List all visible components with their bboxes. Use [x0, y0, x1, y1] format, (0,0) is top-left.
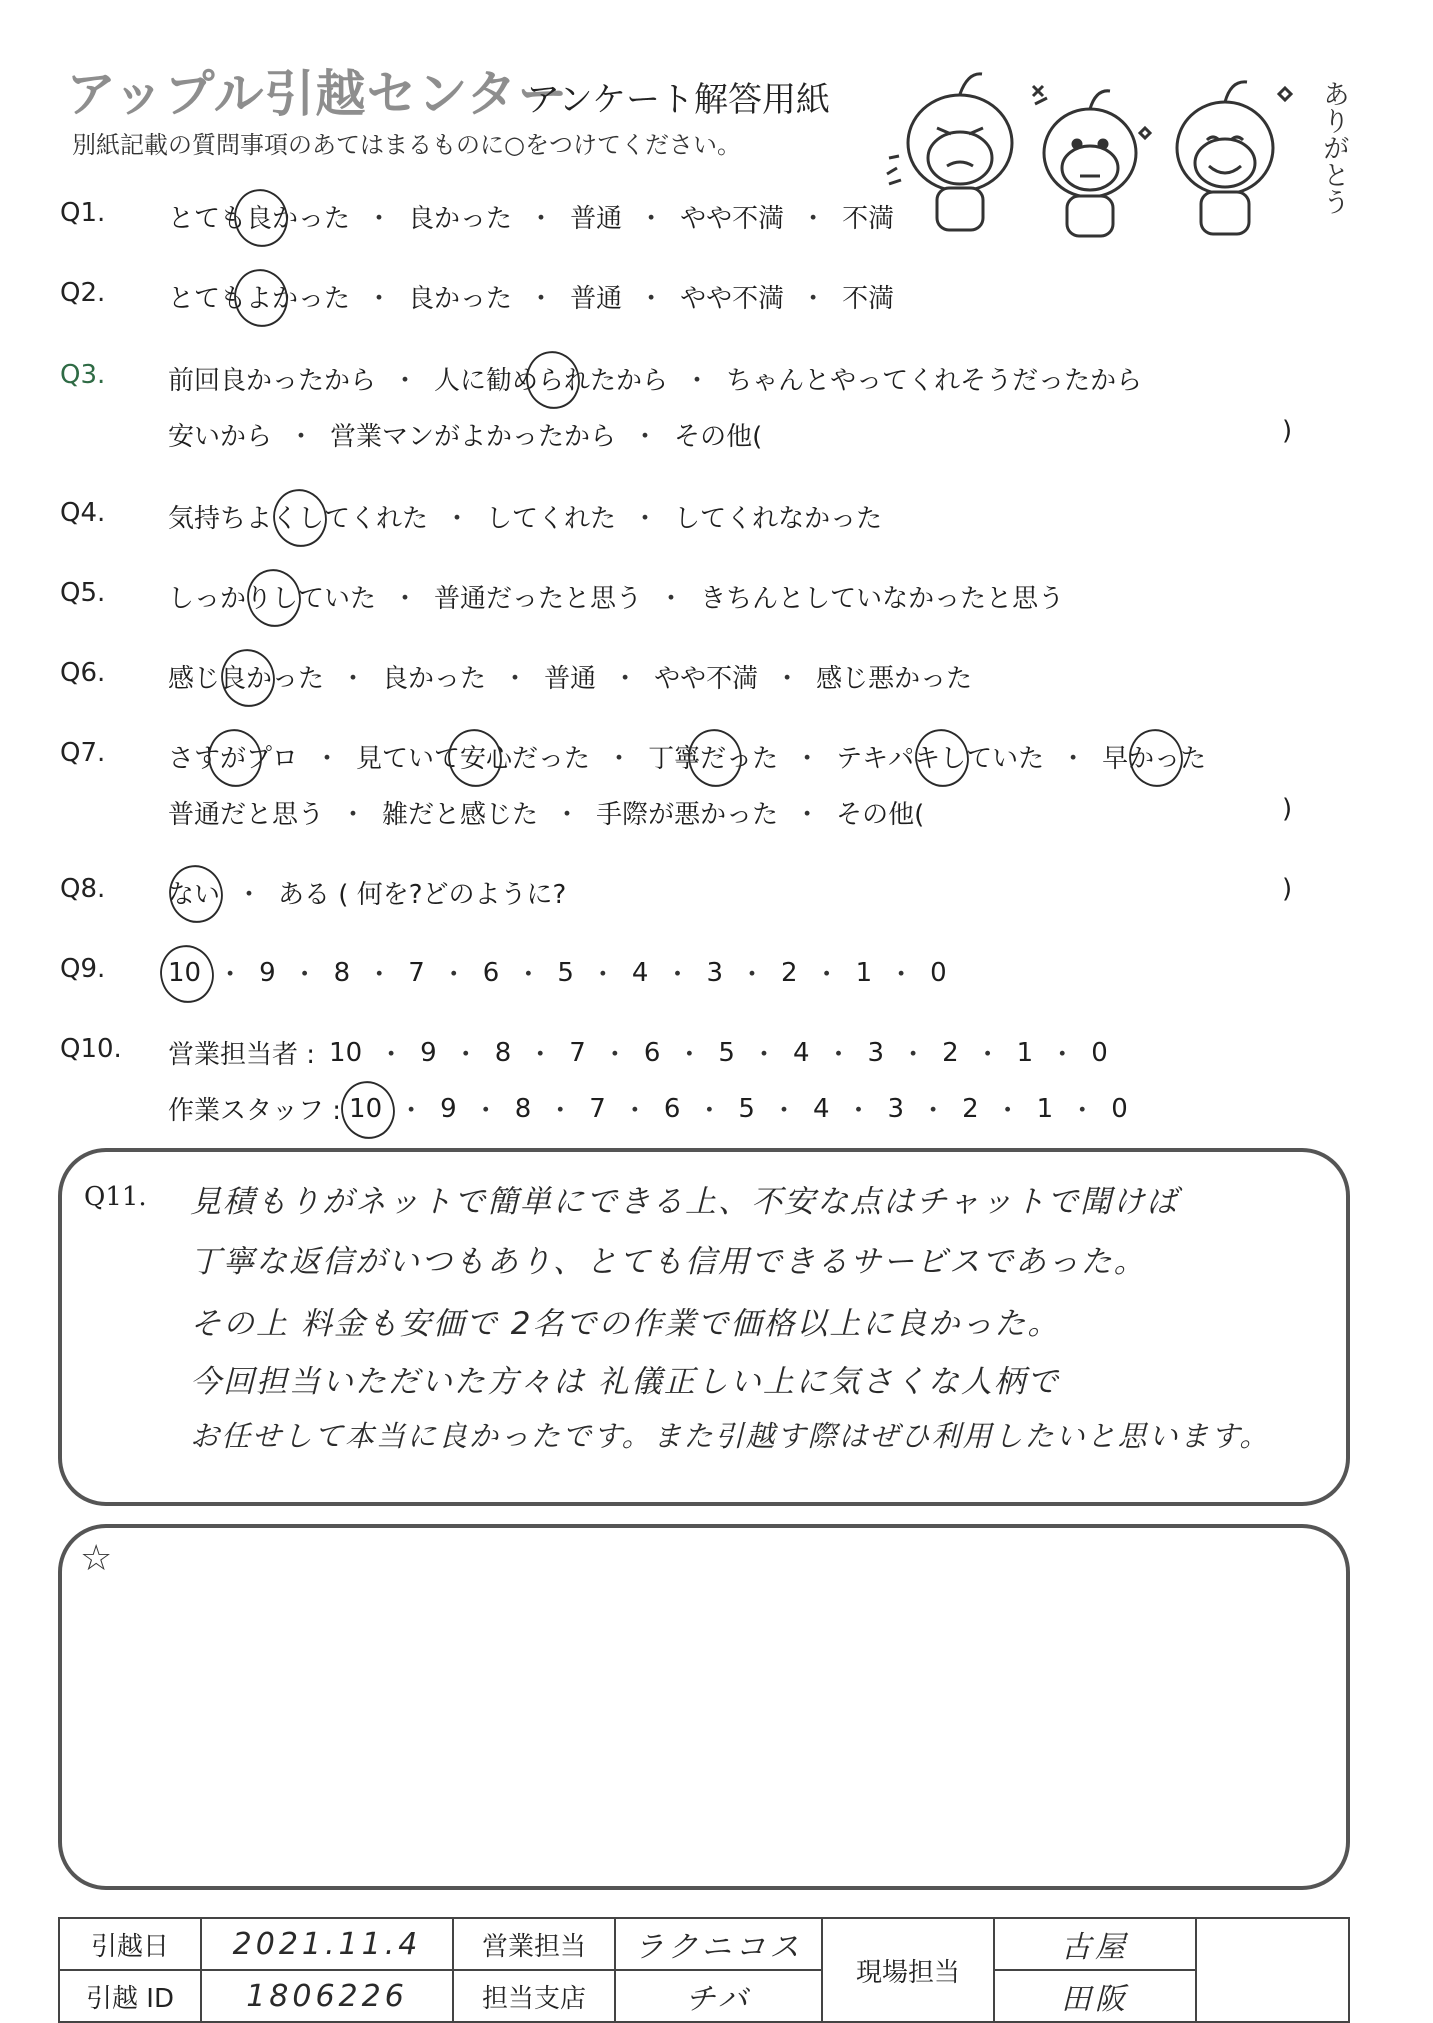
question-q5 [0, 578, 1433, 628]
score-6[interactable]: 6 [663, 1093, 681, 1124]
sales-staff-value: ラクニコス [615, 1918, 822, 1970]
score-10[interactable]: 10 [329, 1037, 363, 1068]
question-q4 [0, 498, 1433, 548]
star-icon: ☆ [80, 1538, 113, 1579]
option-none[interactable]: ない [168, 874, 220, 911]
question-q7-row-2 [0, 794, 1433, 844]
score-7[interactable]: 7 [589, 1093, 606, 1124]
site-staff-2: 田阪 [994, 1970, 1196, 2022]
question-label: Q7. [60, 738, 106, 768]
move-id-value: 1806226 [201, 1970, 453, 2022]
option-list: しっかりしていた ・ 普通だったと思う ・ きちんとしていなかったと思う [168, 578, 1064, 615]
option-did[interactable]: してくれた [486, 504, 617, 534]
score-4[interactable]: 4 [792, 1037, 810, 1068]
score-6[interactable]: 6 [482, 957, 500, 988]
brand-title: アップル引越センター [66, 65, 569, 123]
option-very-pleasant[interactable]: 気持ちよくしてくれた [168, 498, 428, 535]
option-unpleasant[interactable]: 感じ悪かった [816, 664, 973, 694]
option-list-row-2: 普通だと思う ・ 雑だと感じた ・ 手際が悪かった ・ その他( [168, 794, 924, 831]
option-list-row-2: 安いから ・ 営業マンがよかったから ・ その他( [168, 416, 762, 453]
option-good[interactable]: 良かった [408, 204, 513, 234]
question-label: Q4. [60, 498, 106, 528]
option-very-good[interactable]: とてもよかった [168, 278, 350, 315]
question-label: Q6. [60, 658, 106, 688]
comment-line: その上 料金も安価で 2名での作業で価格以上に良かった。 [190, 1306, 1061, 1342]
score-2[interactable]: 2 [942, 1037, 959, 1068]
move-date-label: 引越日 [59, 1918, 201, 1970]
question-q3-row-2 [0, 416, 1433, 466]
question-q2 [0, 278, 1433, 328]
option-normal[interactable]: 普通 [570, 204, 623, 234]
score-9[interactable]: 9 [259, 957, 276, 988]
comment-line: お任せして本当に良かったです。また引越す際はぜひ利用したいと思います。 [190, 1419, 1271, 1453]
option-seems-reliable[interactable]: ちゃんとやってくれそうだったから [726, 366, 1143, 396]
option-normal[interactable]: 普通 [570, 284, 623, 314]
q11-label: Q11. [84, 1182, 147, 1212]
instruction-text: 別紙記載の質問事項のあてはまるものに○をつけてください。 [72, 131, 741, 159]
close-paren: ) [1282, 794, 1293, 824]
comment-line: 今回担当いただいた方々は 礼儀正しい上に気さくな人柄で [190, 1364, 1060, 1400]
option-other[interactable]: その他( [674, 422, 763, 452]
option-list-row-1: さすがプロ ・ 見ていて安心だった ・ 丁寧だった ・ テキパキしていた ・ 早かった [168, 738, 1206, 775]
branch-value: チバ [615, 1970, 822, 2022]
option-list: とてもよかった ・ 良かった ・ 普通 ・ やや不満 ・ 不満 [168, 278, 894, 315]
question-q3 [0, 360, 1433, 410]
option-list: とても良かった ・ 良かった ・ 普通 ・ やや不満 ・ 不満 [168, 198, 894, 235]
score-9[interactable]: 9 [420, 1037, 437, 1068]
comment-line: 見積もりがネットで簡単にできる上、不安な点はチャットで聞けば [190, 1184, 1180, 1220]
option-clumsy[interactable]: 手際が悪かった [596, 800, 779, 830]
score-1[interactable]: 1 [855, 957, 873, 988]
score-6[interactable]: 6 [643, 1037, 661, 1068]
question-label: Q1. [60, 198, 106, 228]
option-careful[interactable]: 丁寧だった [648, 738, 778, 775]
question-q1 [0, 198, 1433, 248]
score-1[interactable]: 1 [1036, 1093, 1054, 1124]
question-q7 [0, 738, 1433, 788]
score-2[interactable]: 2 [962, 1093, 979, 1124]
option-normal[interactable]: 普通 [544, 664, 597, 694]
option-other[interactable]: その他( [836, 800, 925, 830]
option-recommended[interactable]: 人に勧められたから [434, 360, 668, 397]
option-pleasant[interactable]: 感じ良かった [168, 658, 324, 695]
score-7[interactable]: 7 [408, 957, 425, 988]
option-list: ない ・ ある ( 何を?どのように? [168, 874, 566, 911]
score-8[interactable]: 8 [514, 1093, 532, 1124]
free-note-box[interactable] [58, 1524, 1350, 1890]
thanks-vertical-text: ありがとう [1318, 80, 1349, 215]
question-label: Q9. [60, 954, 106, 984]
staff-rater-label: 作業スタッフ : [168, 1096, 342, 1126]
question-label: Q8. [60, 874, 106, 904]
score-1[interactable]: 1 [1016, 1037, 1034, 1068]
option-some[interactable]: ある ( 何を?どのように? [278, 880, 567, 910]
option-fast[interactable]: 早かった [1102, 738, 1206, 775]
option-list: 気持ちよくしてくれた ・ してくれた ・ してくれなかった [168, 498, 882, 535]
sales-rater-label: 営業担当者 : [168, 1040, 316, 1070]
score-8[interactable]: 8 [494, 1037, 512, 1068]
move-id-label: 引越 ID [59, 1970, 201, 2022]
option-reassuring[interactable]: 見ていて安心だった [356, 738, 590, 775]
comment-line: 丁寧な返信がいつもあり、とても信用できるサービスであった。 [190, 1244, 1147, 1280]
option-solid[interactable]: しっかりしていた [168, 578, 376, 615]
close-paren: ) [1282, 416, 1293, 446]
option-not-proper[interactable]: きちんとしていなかったと思う [700, 584, 1065, 614]
empty-cell [1196, 1918, 1349, 2022]
score-0[interactable]: 0 [1091, 1037, 1108, 1068]
option-somewhat-unsatisfied[interactable]: やや不満 [680, 204, 785, 234]
option-list: 感じ良かった ・ 良かった ・ 普通 ・ やや不満 ・ 感じ悪かった [168, 658, 972, 695]
question-label: Q5. [60, 578, 106, 608]
score-2[interactable]: 2 [781, 957, 798, 988]
site-staff-1: 古屋 [994, 1918, 1196, 1970]
score-3[interactable]: 3 [887, 1093, 905, 1124]
score-3[interactable]: 3 [706, 957, 724, 988]
option-normal[interactable]: 普通だったと思う [434, 584, 643, 614]
score-10[interactable]: 10 [168, 957, 202, 988]
question-label: Q3. [60, 360, 106, 390]
option-sloppy[interactable]: 雑だと感じた [382, 800, 539, 830]
option-normal[interactable]: 普通だと思う [168, 800, 325, 830]
option-list-row-1: 前回良かったから ・ 人に勧められたから ・ ちゃんとやってくれそうだったから [168, 360, 1142, 397]
sales-staff-label: 営業担当 [453, 1918, 615, 1970]
question-q10-staff [0, 1090, 1433, 1140]
move-date-value: 2021.11.4 [201, 1918, 453, 1970]
form-subtitle: アンケート解答用紙 [526, 80, 830, 120]
question-q10-sales [0, 1034, 1433, 1084]
option-good-salesperson[interactable]: 営業マンがよかったから [330, 422, 617, 452]
question-q8 [0, 874, 1433, 924]
option-unsatisfied[interactable]: 不満 [842, 204, 895, 234]
option-did-not[interactable]: してくれなかった [674, 504, 883, 534]
option-professional[interactable]: さすがプロ [168, 738, 298, 775]
score-0[interactable]: 0 [1111, 1093, 1128, 1124]
close-paren: ) [1282, 874, 1293, 904]
score-5[interactable]: 5 [738, 1093, 755, 1124]
branch-label: 担当支店 [453, 1970, 615, 2022]
question-q9 [0, 954, 1433, 1004]
question-label: Q10. [60, 1034, 122, 1064]
option-somewhat-unsatisfied[interactable]: やや不満 [654, 664, 759, 694]
option-very-good[interactable]: とても良かった [168, 198, 350, 235]
score-8[interactable]: 8 [333, 957, 351, 988]
option-unsatisfied[interactable]: 不満 [842, 284, 895, 314]
score-10[interactable]: 10 [349, 1093, 383, 1124]
question-label: Q2. [60, 278, 106, 308]
sales-score-scale: 営業担当者 : 10 ・ 9 ・ 8 ・ 7 ・ 6 ・ 5 ・ 4 ・ 3 ・ 2 ・ 1 ・ 0 [168, 1034, 1108, 1071]
option-somewhat-unsatisfied[interactable]: やや不満 [680, 284, 785, 314]
site-staff-label: 現場担当 [822, 1918, 994, 2022]
score-0[interactable]: 0 [930, 957, 947, 988]
option-good[interactable]: 良かった [382, 664, 487, 694]
score-scale: 10 ・ 9 ・ 8 ・ 7 ・ 6 ・ 5 ・ 4 ・ 3 ・ 2 ・ 1 ・ 0 [168, 957, 947, 990]
option-previous-good[interactable]: 前回良かったから [168, 366, 377, 396]
question-q6 [0, 658, 1433, 708]
score-5[interactable]: 5 [557, 957, 574, 988]
footer-info-table [58, 1917, 1350, 2023]
option-efficient[interactable]: テキパキしていた [836, 738, 1044, 775]
score-3[interactable]: 3 [867, 1037, 885, 1068]
score-7[interactable]: 7 [569, 1037, 586, 1068]
option-good[interactable]: 良かった [408, 284, 513, 314]
score-9[interactable]: 9 [440, 1093, 457, 1124]
score-4[interactable]: 4 [812, 1093, 830, 1124]
option-cheap[interactable]: 安いから [168, 422, 273, 452]
staff-score-scale: 作業スタッフ : 10 ・ 9 ・ 8 ・ 7 ・ 6 ・ 5 ・ 4 ・ 3 ・ 2 ・ 1 ・ 0 [168, 1090, 1128, 1127]
score-5[interactable]: 5 [718, 1037, 735, 1068]
score-4[interactable]: 4 [631, 957, 649, 988]
